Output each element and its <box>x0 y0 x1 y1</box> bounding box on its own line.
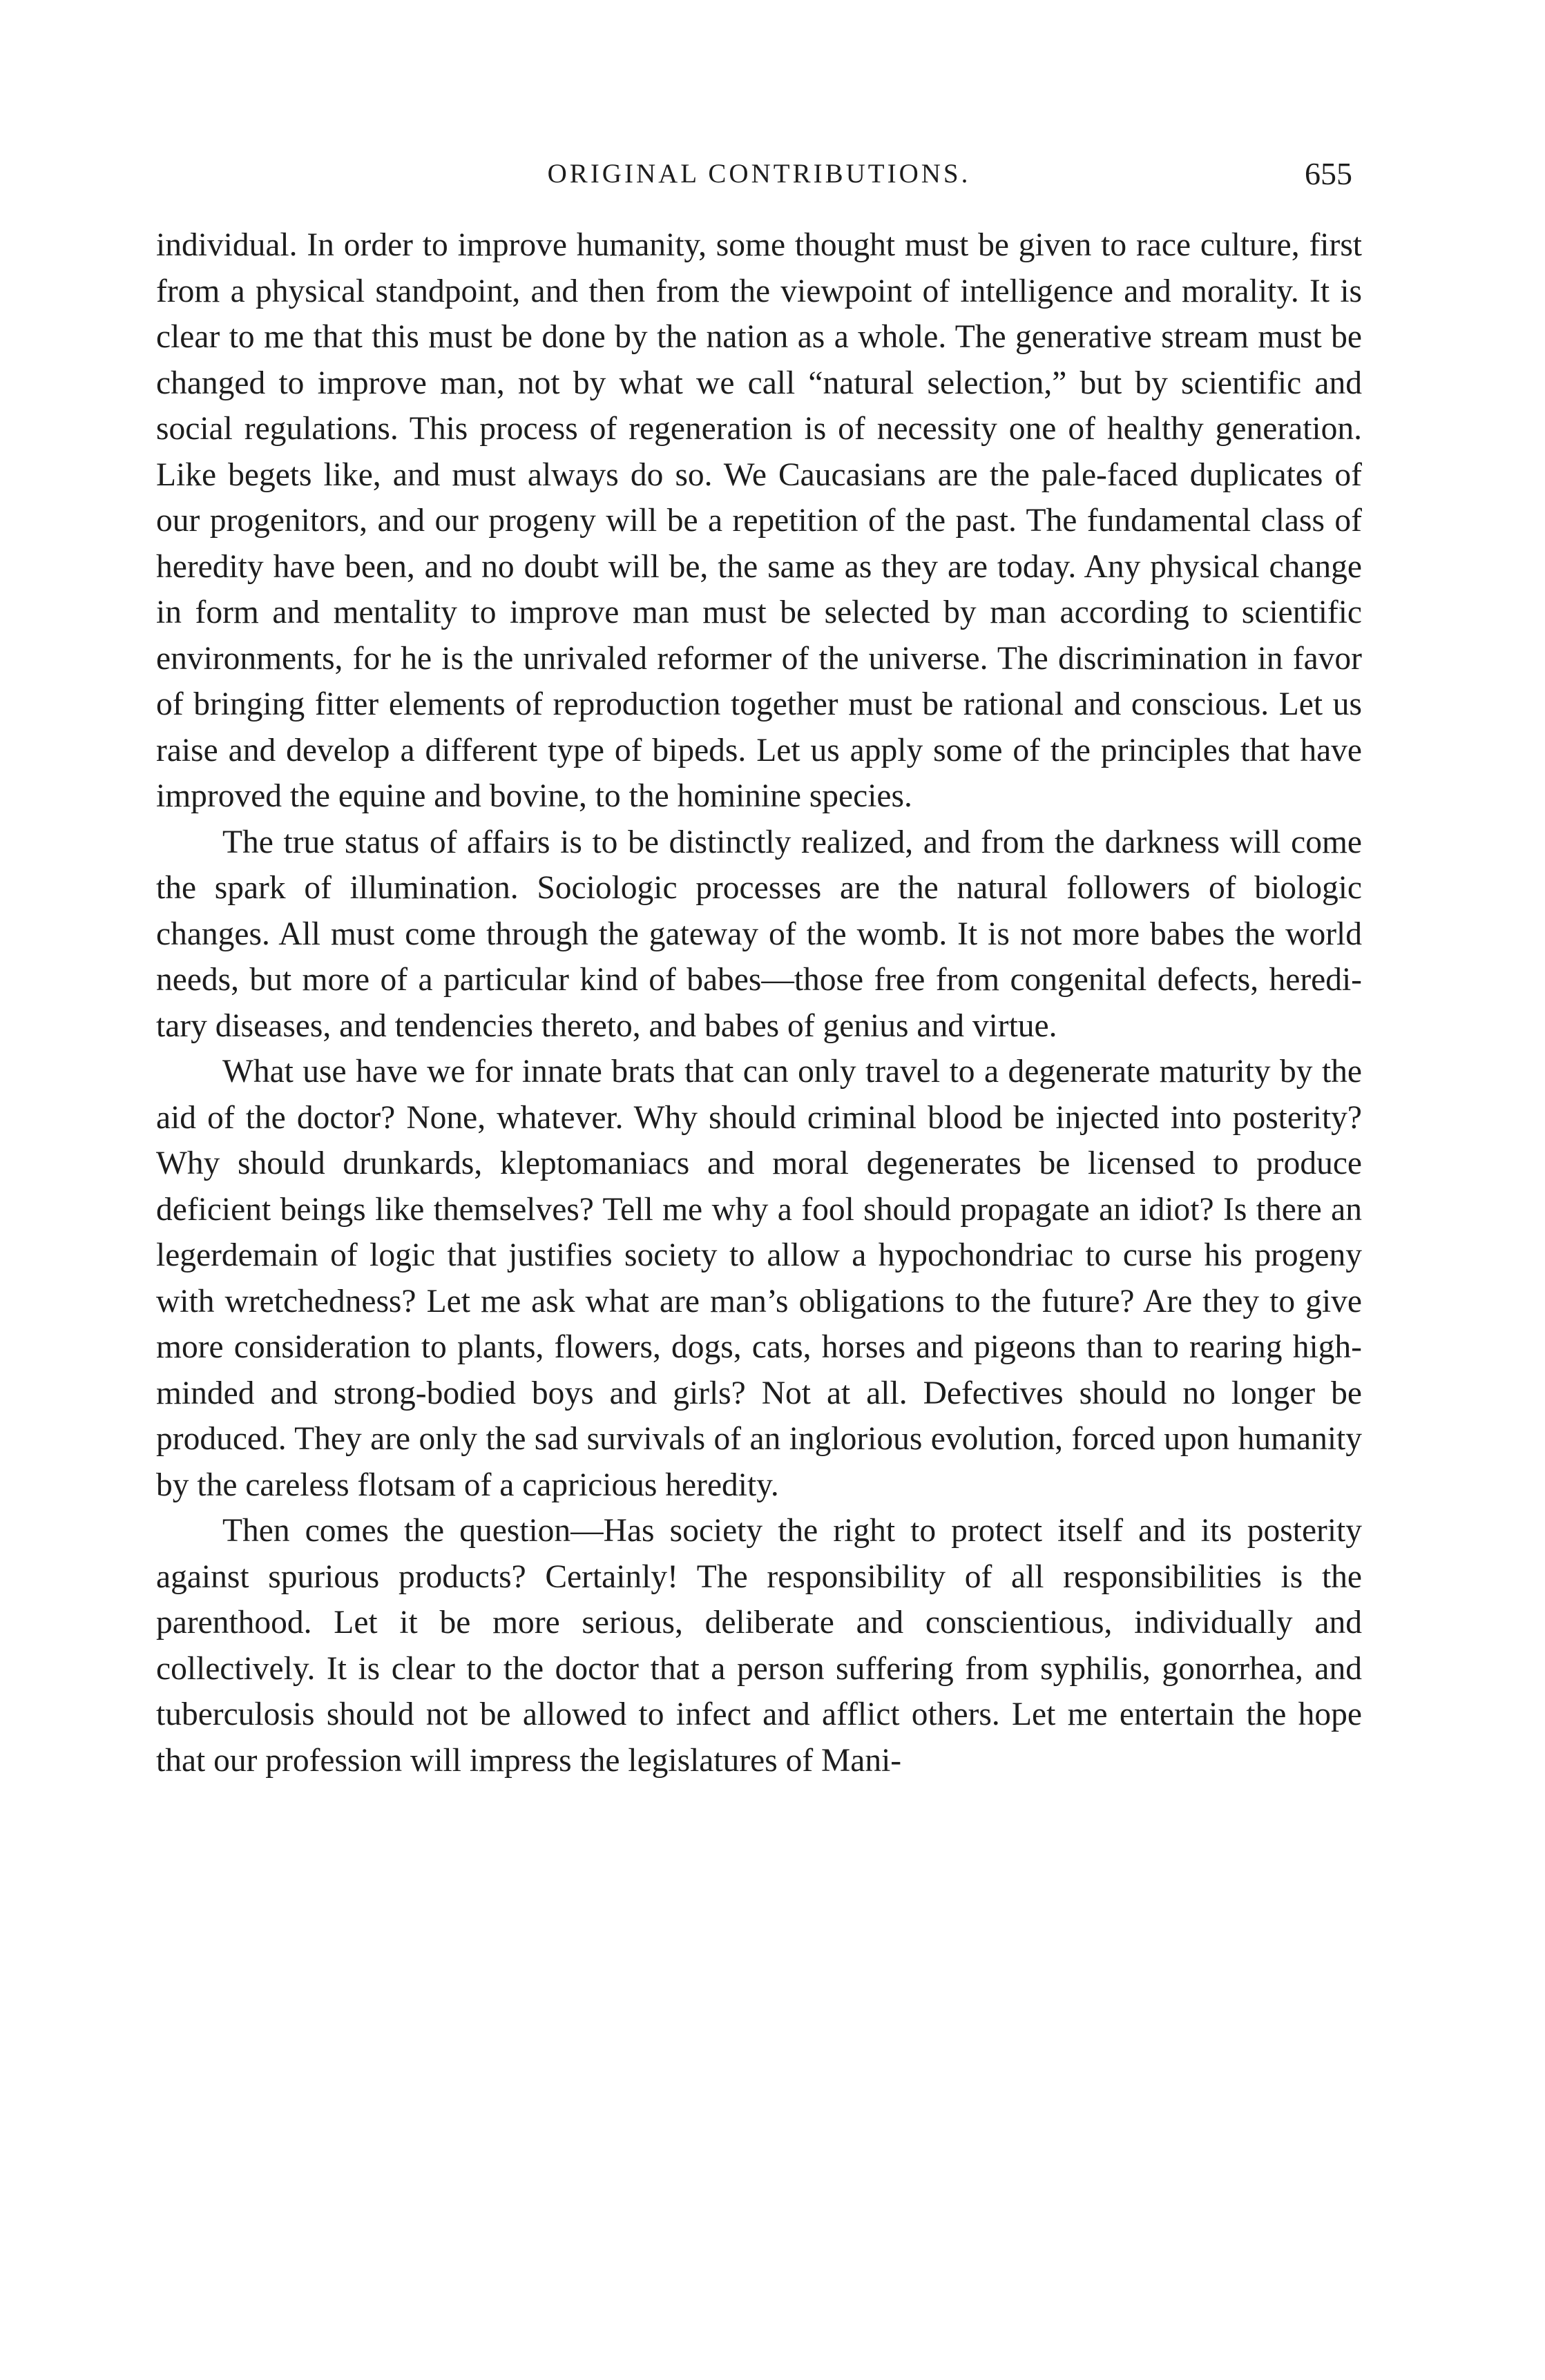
page-number: 655 <box>1305 156 1352 191</box>
paragraph-continuation: individual. In order to improve humanity, some thought must be given to race culture, first from a physical standpoint, and then from the viewpoint of intelligence and morality. It is clear to me that this must be done by the nation as a whole. The generative stream must be changed to improve man, not by what we call “natural selection,” but by scientific and social regulations. This process of regeneration is of necessity one of healthy generation. Like begets like, and must always do so. We Caucasians are the pale-faced duplicates of our progenitors, and our progeny will be a repetition of the past. The fundamental class of heredity have been, and no doubt will be, the same as they are today. Any physical change in form and mentality to improve man must be selected by man according to scientific environments, for he is the unrivaled reformer of the universe. The discrimination in favor of bringing fitter elements of reproduction together must be rational and conscious. Let us raise and develop a different type of bipeds. Let us apply some of the principles that have improved the equine and bovine, to the hominine species. <box>156 227 1362 814</box>
paragraph-innate-brats: What use have we for innate brats that can only travel to a degenerate maturity by the aid of the doctor? None, whatever. Why should criminal blood be injected into posterity? Why should drunkards, kleptomaniacs and moral degenerates be licensed to produce deficient beings like themselves? Tell me why a fool should propagate an idiot? Is there an legerdemain of logic that justifies society to allow a hypochondriac to curse his progeny with wretchedness? Let me ask what are man’s obligations to the future? Are they to give more consideration to plants, flowers, dogs, cats, horses and pigeons than to rearing highminded and strong-bodied boys and girls? Not at all. Defectives should no longer be produced. They are only the sad survivals of an inglorious evolution, forced upon humanity by the careless flotsam of a capricious heredity. <box>156 1054 1362 1503</box>
page-header <box>156 155 1362 197</box>
body-text <box>156 222 1362 1783</box>
paragraph-status-of-affairs: The true status of affairs is to be distinctly realized, and from the darkness will come the spark of illumination. Sociologic processes are the natural followers of biologic changes. All must come through the gateway of the womb. It is not more babes the world needs, but more of a particular kind of babes—those free from congenital defects, hereditary diseases, and tendencies thereto, and babes of genius and virtue. <box>156 824 1362 1044</box>
paragraph-society-question: Then comes the question—Has society the right to protect itself and its posterity against spurious products? Certainly! The responsibility of all responsibilities is the parenthood. Let it be more serious, deliberate and conscientious, individually and collectively. It is clear to the doctor that a person suffering from syphilis, gonorrhea, and tuberculosis should not be allowed to infect and afflict others. Let me entertain the hope that our profession will impress the legislatures of Mani- <box>156 1513 1362 1779</box>
running-head: ORIGINAL CONTRIBUTIONS. <box>547 159 971 188</box>
